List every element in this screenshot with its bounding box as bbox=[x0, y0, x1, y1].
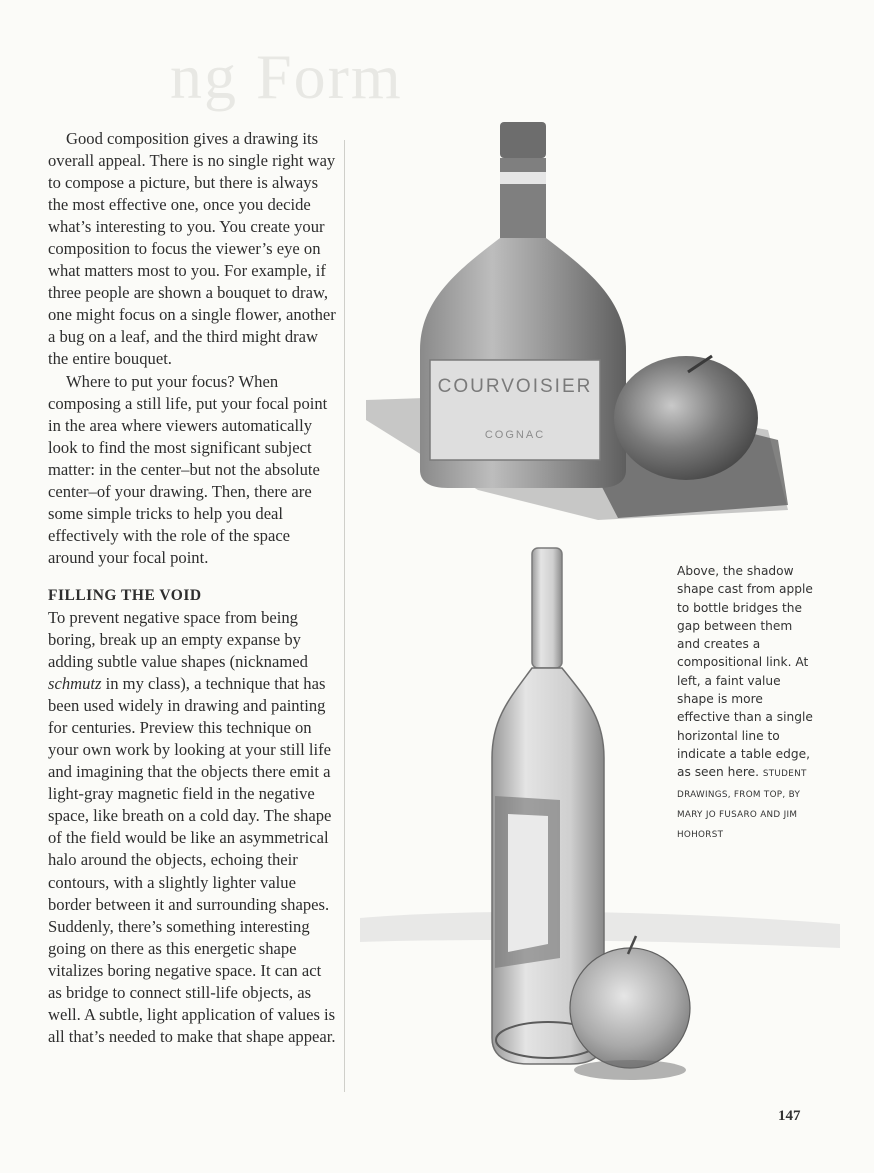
apple-bottom-shadow bbox=[574, 1060, 686, 1080]
bottle-label bbox=[430, 360, 600, 460]
label-sub: COGNAC bbox=[484, 429, 546, 441]
figure-caption bbox=[677, 562, 817, 844]
label-brand: COURVOISIER bbox=[437, 376, 593, 397]
italic-term: schmutz bbox=[48, 674, 102, 694]
column-divider bbox=[344, 140, 345, 1092]
neck-band bbox=[500, 172, 546, 184]
page-number: 147 bbox=[778, 1108, 801, 1124]
running-header-ghost: ng Form bbox=[170, 41, 403, 112]
apple-bottom bbox=[570, 948, 690, 1068]
bottle-neck bbox=[500, 158, 546, 238]
caption-text: Above, the shadow shape cast from apple to bottle bridges the gap between them and creates a compositional link. At left, a faint value shape is more effective than a single horizontal line to indicate a table edge, as seen here. bbox=[677, 564, 813, 780]
paragraph-part-1: To prevent negative space from being boring, break up an empty expanse by adding subtle value shapes (nicknamed bbox=[48, 607, 308, 672]
bottle-cap bbox=[500, 122, 546, 158]
wine-neck bbox=[532, 548, 562, 668]
wine-label-inner bbox=[508, 814, 548, 952]
section-heading: FILLING THE VOID bbox=[48, 586, 202, 604]
paragraph-part-2: in my class), a technique that has been used widely in drawing and painting for centuries. Preview this technique on your own work by looking at your still life and imagining that the objects there emit a light-gray magnetic field in the negative space, like breath on a cold day. The shape of the field would be like an asymmetrical halo around the objects, echoing their contours, with a slightly lighter value border between it and surrounding shapes. Suddenly, there’s something interesting going on there as this energetic shape vitalizes boring negative space. It can act as bridge to connect still-life objects, as well. A subtle, light application of values is all that’s needed to make that shape appear. bbox=[48, 674, 336, 1046]
paragraph-focus: Where to put your focus? When composing a still life, put your focal point in the area where viewers automatically look to find the most significant subject matter: in the center–but not the absolute center–of your drawing. Then, there are some simple tricks to help you deal effectively with the role of the space around your focal point. bbox=[48, 371, 328, 567]
caption-credit: STUDENT DRAWINGS, FROM TOP, BY MARY JO FUSARO AND JIM HOHORST bbox=[677, 769, 807, 841]
paragraph-composition: Good composition gives a drawing its overall appeal. There is no single right way to compose a picture, but there is always the most effective one, once you decide what’s interesting to you. You create your composition to focus the viewer’s eye on what matters most to you. For example, if three people are shown a bouquet to draw, one might focus on a single flower, another a bug on a leaf, and the third might draw the entire bouquet. bbox=[48, 129, 336, 369]
drawing-cognac-and-apple bbox=[358, 110, 808, 530]
paragraph-filling-void bbox=[48, 607, 336, 1048]
apple-top bbox=[614, 356, 758, 480]
main-text-column bbox=[48, 128, 336, 1048]
